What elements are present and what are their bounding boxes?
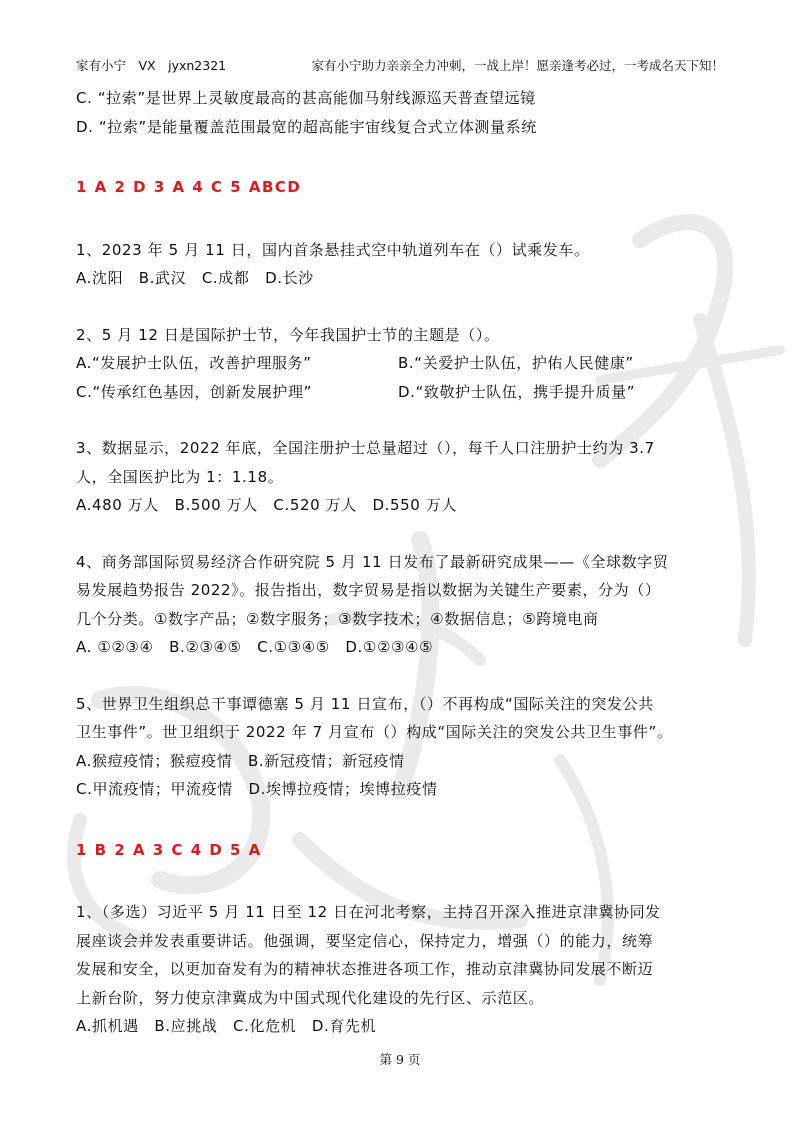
- prev-option-c: C. “拉索”是世界上灵敏度最高的甚高能伽马射线源巡天普查望远镜: [76, 89, 536, 107]
- option-a: A.“发展护士队伍，改善护理服务”: [76, 354, 312, 372]
- question-text: 1、2023 年 5 月 11 日，国内首条悬挂式空中轨道列车在（）试乘发车。: [76, 240, 590, 259]
- question-text: 展座谈会并发表重要讲话。他强调，要坚定信心，保持定力，增强（）的能力，统筹: [76, 931, 654, 950]
- option-row: [76, 378, 726, 407]
- question-text: 3、数据显示，2022 年底，全国注册护士总量超过（），每千人口注册护士约为 3.7: [76, 439, 655, 457]
- option-d: D.“致敬护士队伍，携手提升质量”: [398, 382, 636, 401]
- header-left-text: 家有小宁 VX jyxn2321: [76, 58, 227, 73]
- page-number: 第 9 页: [379, 1052, 421, 1067]
- question-2: [76, 321, 726, 407]
- question-options: A.猴痘疫情；猴痘疫情 B.新冠疫情；新冠疫情: [76, 751, 405, 770]
- question-text: 发展和安全，以更加奋发有为的精神状态推进各项工作，推动京津冀协同发展不断迈: [76, 960, 654, 978]
- question-text: 卫生事件”。世卫组织于 2022 年 7 月宣布（）构成“国际关注的突发公共卫生事件”。: [76, 723, 673, 741]
- question-text: 5、世界卫生组织总干事谭德塞 5 月 11 日宣布，（）不再构成“国际关注的突发公共: [76, 694, 654, 713]
- question-3: [76, 434, 726, 520]
- question-options: C.甲流疫情；甲流疫情 D.埃博拉疫情；埃博拉疫情: [76, 780, 438, 798]
- answer-key-2: 1 B 2 A 3 C 4 D 5 A: [76, 840, 262, 859]
- question-text: 易发展趋势报告 2022》。报告指出，数字贸易是指以数据为关键生产要素，分为（）: [76, 581, 661, 599]
- question-options: A. ①②③④ B.②③④⑤ C.①③④⑤ D.①②③④⑤: [76, 638, 434, 656]
- next-question-1: [76, 898, 726, 1041]
- page-content: [76, 84, 726, 1041]
- option-c: C.“传承红色基因，创新发展护理”: [76, 382, 312, 401]
- answer-key-1: 1 A 2 D 3 A 4 C 5 ABCD: [76, 178, 302, 196]
- question-5: [76, 690, 726, 804]
- question-options: A.沈阳 B.武汉 C.成都 D.长沙: [76, 269, 314, 287]
- header-right-text: 家有小宁助力亲亲全力冲刺，一战上岸！愿亲逢考必过，一考成名天下知！: [311, 58, 724, 73]
- question-text: 人，全国医护比为 1：1.18。: [76, 467, 284, 486]
- prev-option-d: D. “拉索”是能量覆盖范围最宽的超高能宇宙线复合式立体测量系统: [76, 117, 537, 136]
- question-options: A.480 万人 B.500 万人 C.520 万人 D.550 万人: [76, 496, 457, 514]
- question-text: 几个分类。①数字产品；②数字服务；③数字技术；④数据信息；⑤跨境电商: [76, 609, 599, 628]
- question-text: 1、（多选）习近平 5 月 11 日至 12 日在河北考察，主持召开深入推进京津冀协同发: [76, 903, 661, 921]
- question-text: 4、商务部国际贸易经济合作研究院 5 月 11 日发布了最新研究成果——《全球数字贸: [76, 552, 669, 571]
- question-4: [76, 548, 726, 662]
- option-row: [76, 349, 726, 378]
- question-text: 2、5 月 12 日是国际护士节，今年我国护士节的主题是（）。: [76, 325, 500, 344]
- question-options: A.抓机遇 B.应挑战 C.化危机 D.育先机: [76, 1017, 377, 1035]
- option-b: B.“关爱护士队伍，护佑人民健康”: [398, 354, 634, 372]
- question-1: [76, 236, 726, 293]
- question-text: 上新台阶，努力使京津冀成为中国式现代化建设的先行区、示范区。: [76, 988, 545, 1007]
